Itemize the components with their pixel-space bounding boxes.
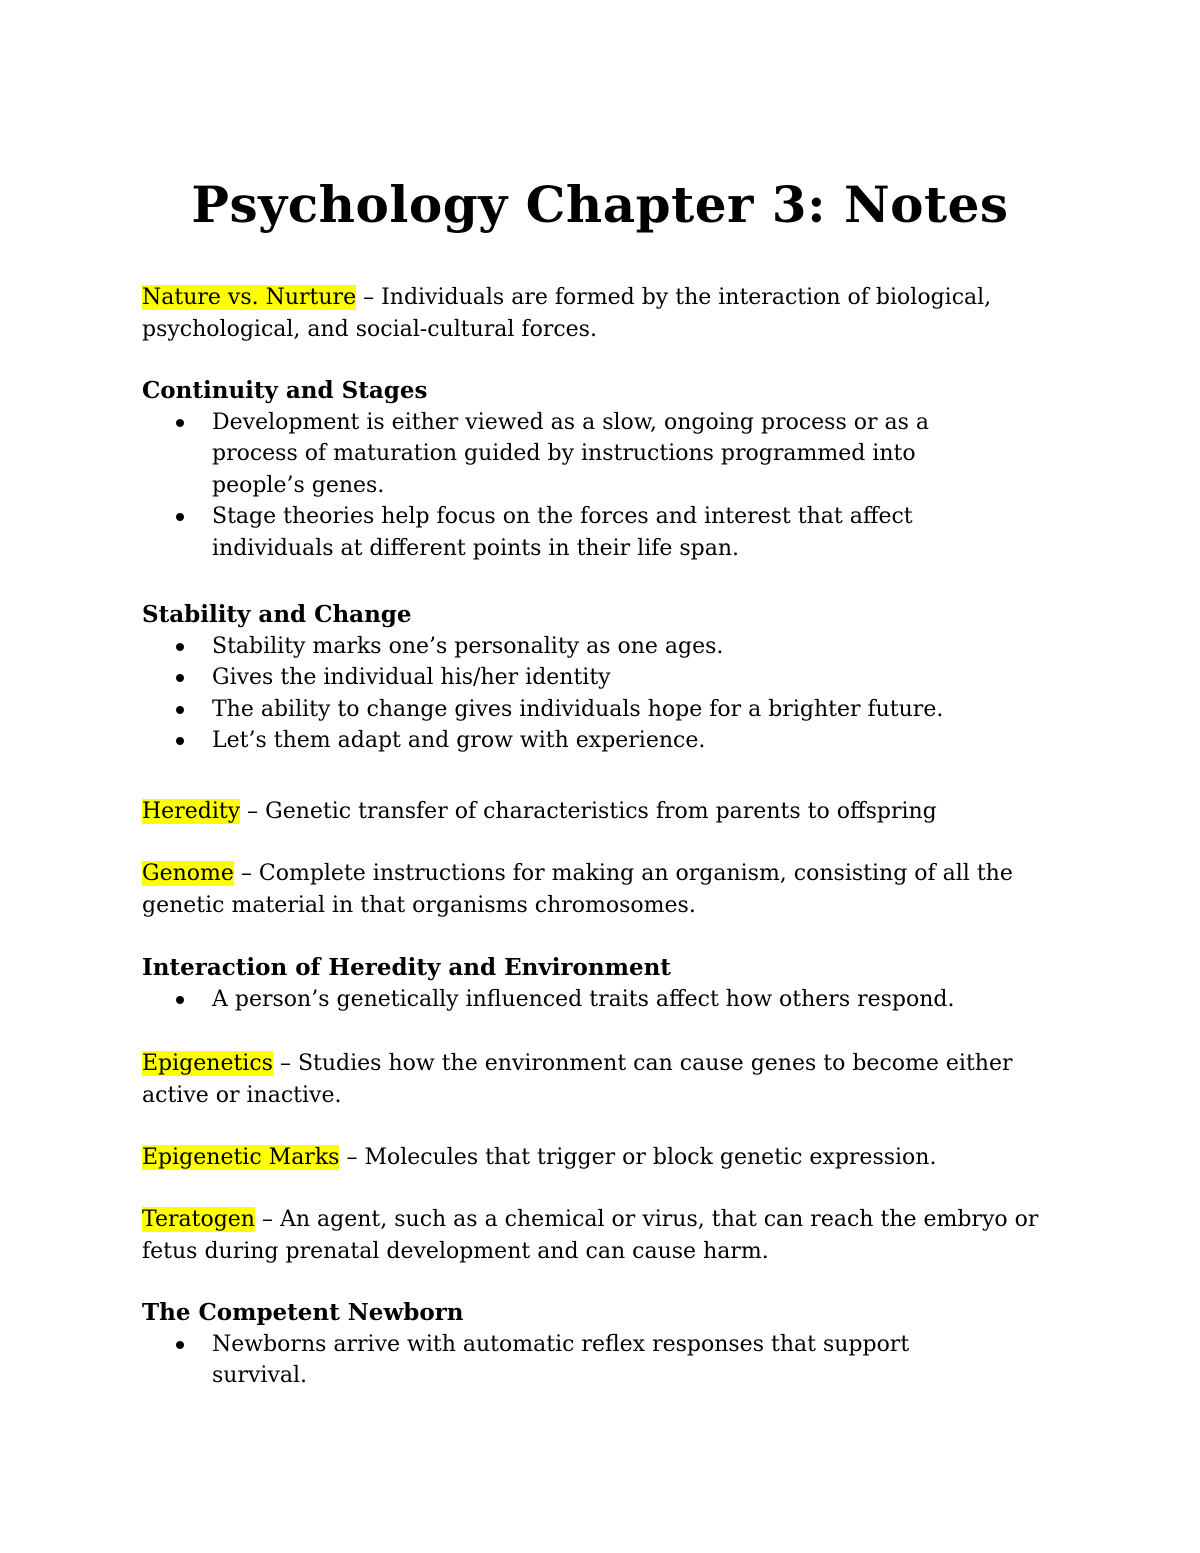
list-item: Gives the individual his/her identity	[142, 662, 1082, 694]
heredity-entry	[142, 796, 1082, 828]
list-item: Newborns arrive with automatic reflex responses that support survival.	[142, 1329, 1082, 1392]
definition-paragraph	[142, 1048, 1082, 1111]
nature-nurture-entry	[142, 282, 1082, 345]
definition-text: – Genetic transfer of characteristics from parents to offspring	[240, 799, 937, 824]
bullet-list	[142, 631, 1082, 757]
highlighted-term: Heredity	[142, 799, 241, 824]
definition-paragraph	[142, 1142, 1082, 1174]
interaction-section	[142, 952, 1082, 1015]
bullet-list	[142, 984, 1082, 1016]
definition-text: – Complete instructions for making an organism, consisting of all the genetic material in that organisms chromosomes.	[142, 861, 1013, 918]
epigenetic-marks-entry	[142, 1142, 1082, 1174]
definition-paragraph	[142, 796, 1082, 828]
bullet-list	[142, 407, 1082, 565]
bullet-icon	[176, 643, 184, 651]
highlighted-term: Genome	[142, 861, 234, 886]
section-heading: Stability and Change	[142, 601, 412, 628]
bullet-icon	[176, 419, 184, 427]
bullet-icon	[176, 1341, 184, 1349]
newborn-section	[142, 1297, 1082, 1392]
definition-text: – Studies how the environment can cause genes to become either active or inactive.	[142, 1051, 1013, 1108]
definition-paragraph	[142, 1204, 1082, 1267]
bullet-icon	[176, 737, 184, 745]
highlighted-term: Teratogen	[142, 1207, 255, 1232]
epigenetics-entry	[142, 1048, 1082, 1111]
definition-text: – An agent, such as a chemical or virus, that can reach the embryo or fetus during prenatal development and can cause harm.	[142, 1207, 1039, 1264]
bullet-icon	[176, 996, 184, 1004]
bullet-icon	[176, 513, 184, 521]
list-item: Stage theories help focus on the forces and interest that affect individuals at different points in their life span.	[142, 501, 1082, 564]
section-heading: Interaction of Heredity and Environment	[142, 954, 671, 981]
continuity-section	[142, 375, 1082, 564]
section-heading: Continuity and Stages	[142, 377, 428, 404]
genome-entry	[142, 858, 1082, 921]
list-item: Let’s them adapt and grow with experience.	[142, 725, 1082, 757]
definition-text: – Molecules that trigger or block genetic expression.	[339, 1145, 937, 1170]
definition-paragraph	[142, 858, 1082, 921]
definition-paragraph	[142, 282, 1082, 345]
list-item: Stability marks one’s personality as one ages.	[142, 631, 1082, 663]
list-item: A person’s genetically influenced traits affect how others respond.	[142, 984, 1082, 1016]
stability-section	[142, 599, 1082, 757]
highlighted-term: Nature vs. Nurture	[142, 285, 357, 310]
definition-text: – Individuals are formed by the interaction of biological, psychological, and social-cultural forces.	[142, 285, 992, 342]
highlighted-term: Epigenetics	[142, 1051, 273, 1076]
highlighted-term: Epigenetic Marks	[142, 1145, 340, 1170]
list-item: The ability to change gives individuals hope for a brighter future.	[142, 694, 1082, 726]
bullet-list	[142, 1329, 1082, 1392]
bullet-icon	[176, 706, 184, 714]
page-title: Psychology Chapter 3: Notes	[191, 175, 1009, 234]
bullet-icon	[176, 674, 184, 682]
teratogen-entry	[142, 1204, 1082, 1267]
section-heading: The Competent Newborn	[142, 1299, 464, 1326]
list-item: Development is either viewed as a slow, ongoing process or as a process of maturation guided by instructions programmed into people’s genes.	[142, 407, 1082, 502]
